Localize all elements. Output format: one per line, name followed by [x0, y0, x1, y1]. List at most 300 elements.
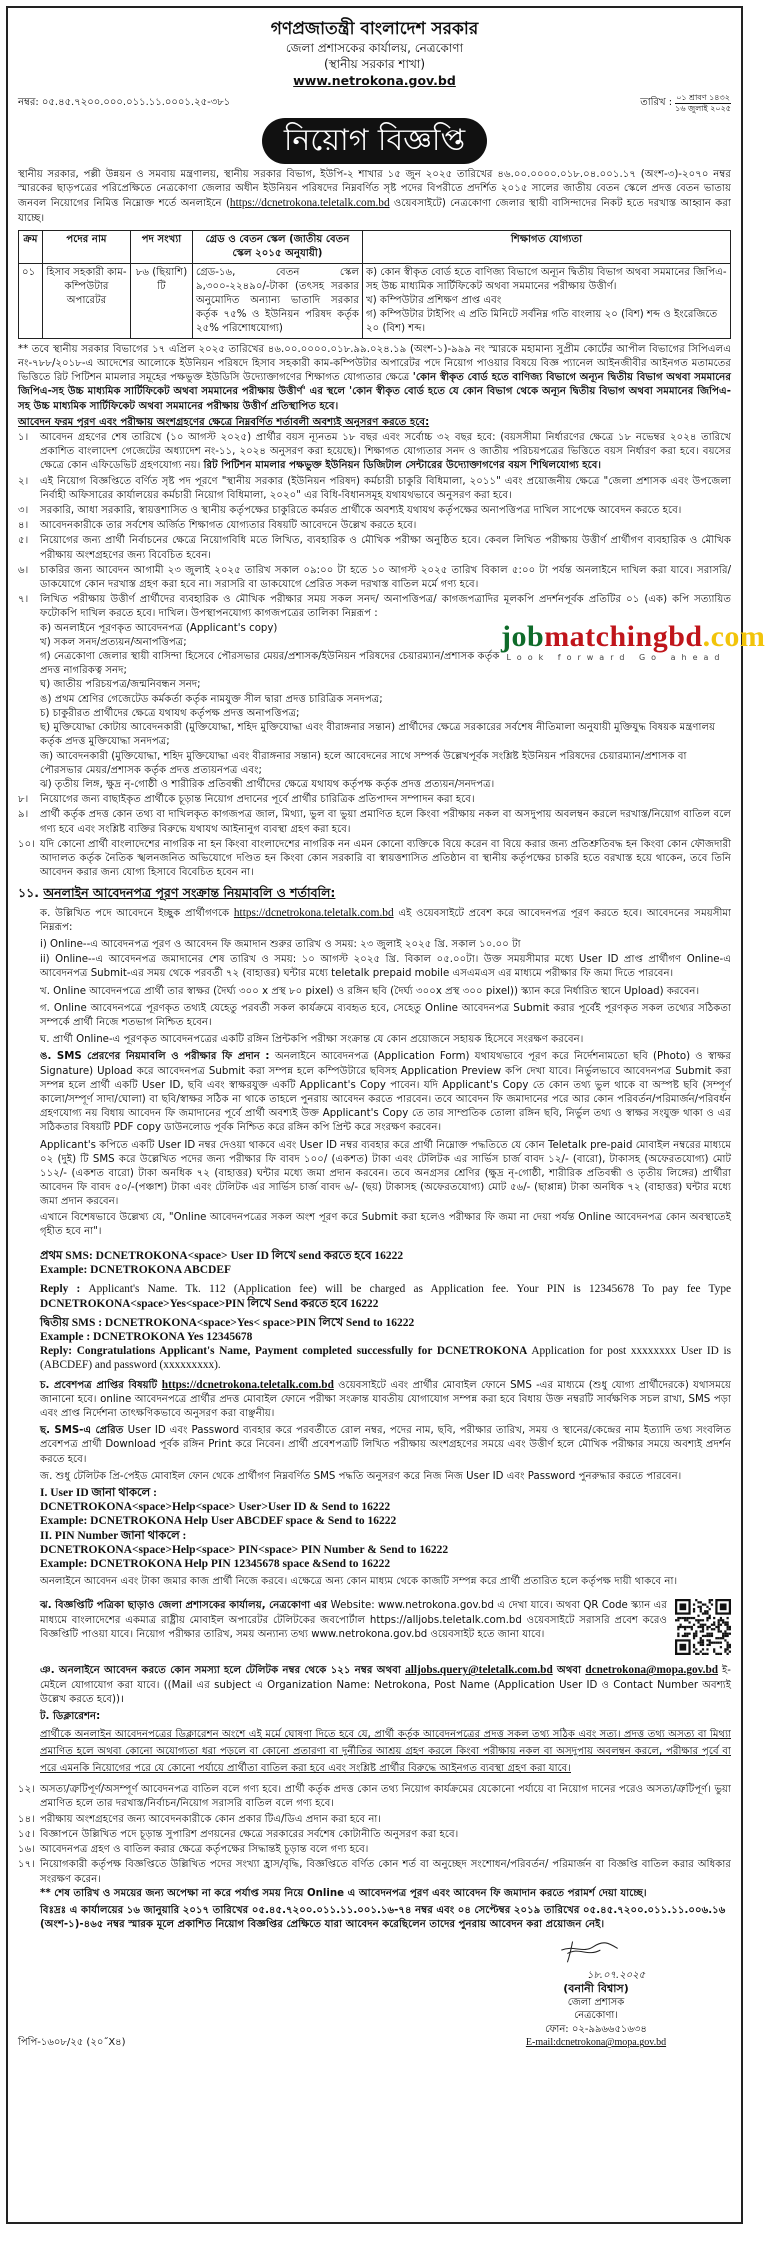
- qr-module: [720, 1620, 722, 1622]
- date: [640, 93, 731, 114]
- qr-module: [718, 1653, 720, 1655]
- qr-module: [706, 1613, 708, 1615]
- note-bold-text: 'কোন স্বীকৃত বোর্ড হতে বাণিজ্য বিভাগে অন্যূন দ্বিতীয় বিভাগ অথবা সমমানের জিপিএ-সহ উচ্চ মাধ্যমিক সার্টিফিকেট অথবা সমমানের পরীক্ষায় উত্তীর্ণ' এর স্থলে 'কোন স্বীকৃত বোর্ড হতে যে কোন বিভাগ থেকে অন্যূন দ্বিতীয় বিভাগ অথবা সমমানের জিপিএ-সহ উচ্চ মাধ্যমিক সার্টিফিকেট অথবা সমমানের পরীক্ষায় উত্তীর্ণ প্রতিস্থাপিত হবে।: [18, 372, 731, 412]
- recovery-line: II. PIN Number জানা থাকলে :: [40, 1529, 187, 1542]
- vacancy-table: [18, 230, 731, 339]
- item-number: ১৫।: [18, 1828, 35, 1840]
- declaration-heading: ট. ডিক্লারেশন:: [40, 1711, 101, 1723]
- signatory-district: নেত্রকোণা।: [574, 2010, 618, 2022]
- print-code: পিপি-১৬০৮/২৫ (২০˝X৪): [18, 2036, 126, 2048]
- item-number: ৬।: [18, 564, 29, 576]
- item-number: ৪।: [18, 520, 29, 532]
- rule-jha: [40, 1599, 667, 1652]
- reply2-text: Application for post xxxxxxxx User ID is (ABCDEF) and password (xxxxxxxxx).: [40, 1345, 731, 1372]
- col-serial: ক্রম: [19, 230, 43, 263]
- signatory-designation: জেলা প্রশাসক: [567, 1996, 625, 2008]
- qr-module: [706, 1617, 708, 1619]
- qr-module: [695, 1620, 697, 1622]
- qr-module: [715, 1653, 717, 1655]
- reply2-bold: Reply: Congratulations Applicant's Name, Payment completed successfully for DCNETROKONA: [40, 1345, 528, 1358]
- item-text: [40, 793, 731, 807]
- qr-module: [706, 1640, 708, 1642]
- wm-part3: .com: [702, 619, 765, 653]
- wm-part2: matchingbd: [544, 619, 703, 653]
- list-item: [18, 1828, 731, 1842]
- col-grade: গ্রেড ও বেতন স্কেল (জাতীয় বেতন স্কেল ২০১৫ অনুযায়ী): [193, 230, 363, 263]
- cell-count: ৮৬ (ছিয়াশি) টি: [131, 263, 193, 338]
- item-text: [40, 431, 731, 474]
- qr-module: [713, 1629, 715, 1631]
- online-section-heading: [18, 886, 731, 900]
- list-item: [18, 1843, 731, 1857]
- qr-module: [727, 1629, 729, 1631]
- signature-icon: [551, 1938, 641, 1964]
- item-body: লিখিত পরীক্ষায় উত্তীর্ণ প্রার্থীদের ব্যবহারিক ও মৌখিক পরীক্ষার সময় সকল সনদ/ অনাপত্তিপত্র/ কাগজপত্রাদির মূলকপি প্রদর্শনপূর্বক প্রতিটির ০১ (এক) কপি সত্যায়িত ফটোকপি দাখিল করতে হবে। দাখিল। উপস্থাপনযোগ্য কাগজপত্রের তালিকা নিম্নরূপ :: [40, 594, 731, 620]
- qr-module: [688, 1617, 690, 1619]
- document-item: ক) অনলাইনে পূরণকৃত আবেদনপত্র (Applicant's copy): [40, 622, 278, 634]
- sms-first-reply: [40, 1282, 731, 1310]
- item-body: আবেদনকারীকে তার সর্বশেষ অর্জিত শিক্ষাগত যোগ্যতার বিষয়টি আবেদনে উল্লেখ করতে হবে।: [40, 520, 417, 532]
- qr-module: [706, 1633, 708, 1635]
- item-number: ২।: [18, 475, 29, 487]
- qr-module: [711, 1599, 713, 1601]
- rule-ka-link[interactable]: https://dcnetrokona.teletalk.com.bd: [233, 906, 394, 919]
- list-item: [18, 564, 731, 592]
- qr-module: [688, 1622, 690, 1624]
- item-body: এই নিয়োগ বিজ্ঞপ্তিতে বর্ণিত সৃষ্ট পদ পূরণে "স্থানীয় সরকার (ইউনিয়ন পরিষদ) কর্মচারী চাকুরি বিধিমালা, ২০১১" এবং প্রয়োজনীয় ক্ষেত্রে "জেলা প্রশাসক এবং উপজেলা নির্বাহী অফিসারের কার্যালয়ের কর্মচারী নিয়োগ বিধিমালা, ২০২০" এর বিধি-বিধানসমূহ যথাযথভাবে অনুসরণ করা হবে।: [40, 475, 731, 501]
- qr-module: [727, 1617, 729, 1619]
- qr-module: [711, 1624, 713, 1626]
- qr-module: [713, 1624, 715, 1626]
- qr-module: [715, 1638, 717, 1640]
- item-body: নিয়োগের জন্য বাছাইকৃত প্রার্থীকে চূড়ান্ত নিয়োগ প্রদানের পূর্বে প্রার্থীর চারিত্রিক প্রতিপাদন সম্পাদন করা হবে।: [40, 794, 475, 806]
- qr-module: [724, 1635, 726, 1637]
- rule-nya: [40, 1663, 731, 1707]
- rule-ka-text-end: এই ওয়েবসাইটে প্রবেশ করে আবেদনপত্র পূরণ করতে হবে। আবেদনের সময়সীমা নিম্নরূপ:: [40, 907, 731, 933]
- qr-code-icon[interactable]: [675, 1599, 731, 1655]
- qr-module: [700, 1638, 702, 1640]
- qr-module: [720, 1624, 722, 1626]
- item-text: [40, 1843, 731, 1857]
- rule-jha-title: ঝ. বিজ্ঞপ্তিটি পত্রিকা ছাড়াও জেলা প্রশাসকের কার্যালয়, নেত্রকোণা এর: [40, 1600, 331, 1612]
- qr-module: [727, 1649, 729, 1651]
- qr-module: [691, 1629, 693, 1631]
- qr-module: [706, 1649, 708, 1651]
- list-item: [18, 793, 731, 807]
- rule-ka-i: i) Online--এ আবেদনপত্র পূরণ ও আবেদন ফি জমাদান শুরুর তারিখ ও সময়: ২৩ জুলাই ২০২৫ খ্রি. সকাল ১০.০০ টা: [40, 938, 521, 950]
- qr-module: [702, 1624, 704, 1626]
- rule-ka-text: ক. উল্লিখিত পদে আবেদনে ইচ্ছুক প্রার্থীগণকে: [40, 907, 234, 919]
- document-item: গ) নেত্রকোণা জেলার স্থায়ী বাসিন্দা হিসেবে পৌরসভার মেয়র/প্রশাসক/ইউনিয়ন পরিষদের চেয়ারম্যান/প্রশাসক কর্তৃক প্রদত্ত নাগরিকত্ব সনদ;: [40, 651, 500, 677]
- qr-module: [700, 1651, 702, 1653]
- qr-module: [693, 1638, 695, 1640]
- qr-module: [729, 1626, 731, 1628]
- item-text: [40, 1783, 731, 1811]
- qr-module: [724, 1622, 726, 1624]
- qr-module: [693, 1604, 695, 1606]
- self-responsibility-note: অনলাইনে আবেদন এবং টাকা জমার কাজ প্রার্থী নিজে করবে। এক্ষেত্রে অন্য কোন মাধ্যম থেকে কাজটি সম্পন্ন করে প্রার্থী প্রতারিত হলে কর্তৃপক্ষ দায়ী থাকবে না।: [40, 1576, 678, 1588]
- qr-module: [686, 1633, 688, 1635]
- note-text: ** তবে স্থানীয় সরকার বিভাগের ১৭ এপ্রিল ২০২৫ তারিখের ৪৬.০০.০০০০.০১৮.৯৯.০২৪.১৯ (অংশ-১)-৯৯৯ নং স্মারকে মহামান্য সুপ্রীম কোর্টের আপীল বিভাগের সিপিএলএ নং-৭৮৮/২০১৮-এ আদেশের আলোকে ইউনিয়ন পরিষদে হিসাব সহকারী কাম-কম্পিউটার অপারেটর পদে নিয়োগ পাওয়ার বিষয়ে বিজ্ঞ প্যানেল আইনজীবীর আইনগত মতামতের ভিত্তিতে রিট পিটিশন মামলার সমূহের পক্ষভুক্ত ইউডিসি উদ্যোক্তাগণের শিক্ষাগত যোগ্যতার ক্ষেত্রে: [18, 343, 731, 384]
- qr-module: [709, 1640, 711, 1642]
- branch-name: (স্থানীয় সরকার শাখা): [323, 57, 426, 71]
- item-text: [40, 1813, 731, 1827]
- qr-module: [686, 1620, 688, 1622]
- qr-module: [727, 1653, 729, 1655]
- item-bold: রিট পিটিশন মামলার পক্ষভুক্ত ইউনিয়ন ডিজিটাল সেন্টারের উদ্যোক্তাগণের বয়স শিথিলযোগ্য হবে।: [203, 460, 602, 472]
- qr-module: [724, 1624, 726, 1626]
- qr-module: [722, 1633, 724, 1635]
- qr-module: [702, 1640, 704, 1642]
- website-link[interactable]: www.netrokona.gov.bd: [293, 73, 456, 88]
- qr-module: [702, 1620, 704, 1622]
- item-body: নিয়োগকারী কর্তৃপক্ষ বিজ্ঞপ্তিতে উল্লিখিত পদের সংখ্যা হ্রাস/বৃদ্ধি, বিজ্ঞপ্তিতে বর্ণিত কোন শর্ত বা অনুচ্ছেদ সংশোধন/পরিবর্তন/ পরিমার্জন বা বিজ্ঞপ্তি বাতিল করার অধিকার সংরক্ষণ করেন।: [40, 1859, 731, 1885]
- item-body: অসত্য/ত্রুটিপূর্ণ/অসম্পূর্ণ আবেদনপত্র বাতিল বলে গণ্য হবে। প্রার্থী কর্তৃক প্রদত্ত কোন তথ্য নিয়োগ কার্যক্রমের যেকোনো পর্যায়ে বা নিয়োগ দানের পরেও অসত্য/ত্রুটিপূর্ণ। ভুয়া প্রমাণিত হলে তার দরখাস্ত/নির্বাচন/নিয়োগ সরাসরি বাতিল বলে গণ্য হবে।: [40, 1784, 731, 1810]
- qualification-a: ক) কোন স্বীকৃত বোর্ড হতে বাণিজ্য বিভাগে অন্যূন দ্বিতীয় বিভাগ অথবা সমমানের জিপিএ-সহ উচ্চ মাধ্যমিক সার্টিফিকেট অথবা সমমানের পরীক্ষায় উত্তীর্ণ।: [366, 266, 727, 292]
- qr-module: [711, 1629, 713, 1631]
- table-row: [19, 263, 731, 338]
- qr-module: [686, 1617, 688, 1619]
- special-note: [18, 343, 731, 414]
- qr-module: [700, 1642, 702, 1644]
- item-body: প্রার্থী কর্তৃক প্রদত্ত কোন তথ্য বা দাখিলকৃত কাগজপত্র জাল, মিথ্যা, ভুল বা ভুয়া প্রমাণিত হলে কিংবা পরীক্ষায় নকল বা অসদুপায় অবলম্বন করলে দরখাস্ত/নিয়োগ বাতিল বলে গণ্য হবে এবং সংশ্লিষ্ট ব্যক্তির বিরুদ্ধে যথাযথ আইনানুগ ব্যবস্থা গ্রহণ করা হবে।: [40, 809, 731, 835]
- qr-module: [693, 1624, 695, 1626]
- qr-module: [702, 1644, 704, 1646]
- item-number: ১।: [18, 432, 29, 444]
- rule-cha-text: ওয়েবসাইটে এবং প্রার্থীর মোবাইল ফোনে SMS -এর মাধ্যমে (শুধু যোগ্য প্রার্থীদেরকে) যথাসময়ে জানানো হবে। online আবেদনপত্রে প্রার্থীর প্রদত্ত মোবাইল ফোনে পরীক্ষা সংক্রান্ত যাবতীয় যোগাযোগ সম্পন্ন করা হবে বিধায় উক্ত নম্বরটি সার্বক্ষণিক সচল রাখা, SMS পড়া এবং প্রাপ্ত নির্দেশনা তাৎক্ষণিকভাবে অনুসরণ করা বাঞ্ছনীয়।: [40, 1379, 732, 1420]
- item-number: ৩।: [18, 505, 29, 517]
- list-item: [18, 1813, 731, 1827]
- qr-module: [718, 1620, 720, 1622]
- cell-qualification: [363, 263, 731, 338]
- qr-module: [718, 1622, 720, 1624]
- qr-module: [677, 1620, 679, 1622]
- recovery-line: Example: DCNETROKONA Help User ABCDEF space & Send to 16222: [40, 1515, 397, 1528]
- qr-module: [711, 1633, 713, 1635]
- qr-module: [686, 1626, 688, 1628]
- rule-ga: গ. Online আবেদনপত্রে পূরণকৃত তথ্যই যেহেতু পরবর্তী সকল কার্যক্রমে ব্যবহৃত হবে, সেহেতু Online আবেদনপত্র Submit করার পূর্বেই পূরণকৃত সকল তথ্যের সঠিকতা সম্পর্কে প্রার্থী নিজে শতভাগ নিশ্চিত হবেন।: [40, 1002, 731, 1028]
- final-conditions-list: [18, 1783, 731, 1886]
- qr-module: [704, 1613, 706, 1615]
- conditions-list-continued: [18, 793, 731, 880]
- sms-first: প্রথম SMS: DCNETROKONA<space> User ID লিখে send করতে হবে 16222: [40, 1250, 404, 1262]
- item-body: আবেদনপত্র গ্রহণ ও বাতিল করার ক্ষেত্রে কর্তৃপক্ষের সিদ্ধান্তই চূড়ান্ত বলে গণ্য হবে।: [40, 1844, 369, 1856]
- qr-module: [722, 1635, 724, 1637]
- qr-module: [704, 1611, 706, 1613]
- rule-nya-text: ই-মেইলে যোগাযোগ করা যাবে। ((Mail এর subject এ Organization Name: Netrokona, Post Name (Application User ID ও Contact Number অবশ্যই উল্লেখ করতে হবে))।: [40, 1665, 731, 1705]
- item-number: ৯।: [18, 809, 29, 821]
- sms-second-reply: [40, 1344, 731, 1372]
- qr-module: [691, 1617, 693, 1619]
- item-text: [40, 534, 731, 562]
- rule-ka-ii: ii) Online--এ আবেদনপত্র জমাদানের শেষ তারিখ ও সময়: ১০ আগস্ট ২০২৫ খ্রি. বিকাল ০৫.০০টা। উক্ত সময়সীমার মধ্যে User ID প্রাপ্ত প্রার্থীগণ Online-এ আবেদনপত্র Submit-এর সময় থেকে পরবর্তী ৭২ (বাহাত্তর) ঘন্টার মধ্যে teletalk prepaid mobile এসএমএস এর মাধ্যমে পরীক্ষার ফি জমা দিতে পারবেন।: [40, 954, 731, 980]
- recovery-line: Example: DCNETROKONA Help PIN 12345678 space &Send to 16222: [40, 1558, 391, 1571]
- qr-module: [677, 1629, 679, 1631]
- qr-module: [709, 1642, 711, 1644]
- documents-list: [18, 619, 765, 792]
- closing-notes: [18, 1887, 731, 1933]
- qr-module: [729, 1651, 731, 1653]
- rule-kha: খ. Online আবেদনপত্রে প্রার্থী তার স্বাক্ষর (দৈর্ঘ্য ৩০০ x প্রস্থ ৮০ pixel) ও রঙ্গিন ছবি (দৈর্ঘ্য ৩০০x প্রস্থ ৩০০ pixel)) স্ক্যান করে নির্ধারিত স্থানে Upload) করবেন।: [40, 985, 700, 997]
- document-item: খ) সকল সনদ/প্রত্যয়ন/অনাপত্তিপত্র;: [40, 636, 187, 648]
- qr-module: [706, 1635, 708, 1637]
- intro-text: স্থানীয় সরকার, পল্লী উন্নয়ন ও সমবায় মন্ত্রণালয়, স্থানীয় সরকার বিভাগ, ইউপি-২ শাখার ১৫ জুন ২০২৫ তারিখের ৪৬.০০.০০০০.০১৮.০৪.০০১.১৭ (অংশ-৩)-২০৭০ নম্বর স্মারকের ছাড়পত্রের পরিপ্রেক্ষিতে নেত্রকোণা জেলার অধীন ইউনিয়ন পরিষদের নিম্নবর্ণিত সৃষ্ট পদের বিপরীতে প্রদর্শিত ২০১৫ সালের জাতীয় বেতন স্কেলে প্রদত্ত বেতন ভাতায় জনবল নিয়োগের নিমিত্ত নিম্নোক্ত শর্তে অনলাইনে (: [18, 169, 731, 210]
- qr-module: [724, 1649, 726, 1651]
- qr-module: [682, 1635, 684, 1637]
- qr-module: [711, 1642, 713, 1644]
- qr-module: [706, 1626, 708, 1628]
- recovery-line: DCNETROKONA<space>Help<space> User>User ID & Send to 16222: [40, 1501, 391, 1514]
- item-text: [40, 519, 731, 533]
- qr-module: [695, 1653, 697, 1655]
- sms-first-example: Example: DCNETROKONA ABCDEF: [40, 1264, 232, 1277]
- qr-module: [713, 1622, 715, 1624]
- qr-module: [713, 1617, 715, 1619]
- recovery-line: I. User ID জানা থাকলে :: [40, 1487, 157, 1500]
- rule-cha-title: চ. প্রবেশপত্র প্রাপ্তির বিষয়টি: [40, 1379, 162, 1391]
- qualification-c: গ) কম্পিউটার টাইপিং এ প্রতি মিনিটে সর্বনিম্ন গতি বাংলায় ২০ (বিশ) শব্দ ও ইংরেজিতে ২০ (বিশ) শব্দ।: [366, 308, 718, 334]
- item-number: ১৭।: [18, 1859, 35, 1871]
- memo-number: নম্বর: ০৫.৪৫.৭২০০.০০০.০১১.১১.০০০১.২৫-৩৮১: [18, 97, 231, 109]
- qr-module: [720, 1631, 722, 1633]
- qr-module: [684, 1629, 686, 1631]
- qr-module: [720, 1642, 722, 1644]
- date-label: তারিখ :: [640, 97, 673, 109]
- rule-chha-text: User ID এবং Password ব্যবহার করে পরবর্তীতে রোল নম্বর, পদের নাম, ছবি, পরীক্ষার তারিখ, সময় ও স্থানের/কেন্দ্রের নাম ইত্যাদি তথ্য সংবলিত প্রবেশপত্র প্রার্থী Download পূর্বক রঙ্গিন Print করে নিবেন। প্রার্থী প্রবেশপত্রটি লিখিত পরীক্ষায় অংশগ্রহণের সময়ে এবং উত্তীর্ণ হলে মৌখিক পরীক্ষার সময়ে অবশ্যই প্রদর্শন করতে হবে।: [40, 1425, 732, 1465]
- item-text: [40, 504, 731, 518]
- document-item: ঘ) জাতীয় পরিচয়পত্র/জন্মনিবন্ধন সনদ;: [40, 679, 201, 691]
- rule-gha: ঘ. প্রার্থী Online-এ পূরণকৃত আবেদনপত্রের একটি রঙ্গিন প্রিন্টকপি পরীক্ষা সংক্রান্ত যে কোন প্রয়োজনে সহায়ক হিসেবে সংরক্ষণ করবেন।: [40, 1034, 584, 1046]
- rule-uma-title: ঙ. SMS প্রেরণের নিয়মাবলি ও পরীক্ষার ফি প্রদান :: [40, 1051, 275, 1063]
- sms-second: দ্বিতীয় SMS : DCNETROKONA<space>Yes< space>PIN লিখে Send to 16222: [40, 1316, 415, 1329]
- application-site-link[interactable]: https://dcnetrokona.teletalk.com.bd: [229, 197, 390, 210]
- qr-module: [729, 1644, 731, 1646]
- qr-module: [693, 1651, 695, 1653]
- qr-module: [684, 1620, 686, 1622]
- qr-module: [702, 1631, 704, 1633]
- cell-serial: ০১: [19, 263, 43, 338]
- qr-module: [724, 1631, 726, 1633]
- qr-module: [688, 1633, 690, 1635]
- col-count: পদ সংখ্যা: [131, 230, 193, 263]
- footer-row: [18, 1938, 731, 2050]
- qr-module: [702, 1635, 704, 1637]
- document-item: ঝ) তৃতীয় লিঙ্গ, ক্ষুদ্র নৃ-গোষ্ঠী ও শারীরিক প্রতিবন্ধী প্রার্থীদের ক্ষেত্রে যথাযথ কর্তৃপক্ষ কর্তৃক প্রদত্ত প্রত্যয়ন/সনদপত্র।: [40, 778, 495, 790]
- website-qr-row: [40, 1599, 731, 1655]
- item-number: ৫।: [18, 535, 29, 547]
- teletalk-email-link[interactable]: alljobs.query@teletalk.com.bd: [405, 1664, 553, 1677]
- qr-module: [729, 1633, 731, 1635]
- item-body: বিজ্ঞাপনে উল্লিখিত পদে চূড়ান্ত সুপারিশ প্রণয়নের ক্ষেত্রে সরকারের সর্বশেষ কোটানীতি অনুসরণ করা হবে।: [40, 1828, 459, 1840]
- qr-module: [722, 1622, 724, 1624]
- qr-module: [727, 1626, 729, 1628]
- qr-module: [700, 1606, 702, 1608]
- cell-grade: গ্রেড-১৬, বেতন স্কেল ৯,৩০০-২২৪৯০/-টাকা (তৎসহ সরকার অনুমোদিত অন্যান্য ভাতাদি সরকার কর্তৃক ৭৫% ও ইউনিয়ন পরিষদ কর্তৃক ২৫% পরিশোধযোগ্য): [193, 263, 363, 338]
- qr-module: [684, 1635, 686, 1637]
- qr-module: [709, 1599, 711, 1601]
- fee-paragraph: Applicant's কপিতে একটি User ID নম্বর দেওয়া থাকবে এবং User ID নম্বর ব্যবহার করে প্রার্থী নিম্নোক্ত পদ্ধতিতে যে কোন Teletalk pre-paid মোবাইল নম্বরের মাধ্যমে ০২ (দুই) টি SMS করে উল্লেখিত পদের জন্য পরীক্ষার ফি বাবদ ১০০/ (একশত) টাকা এবং টেলিটক এর সার্ভিস চার্জ বাবদ ১২/- (বারো), টাকাসহ (অফেরতযোগ্য) মোট ১১২/- (একশত বারো) টাকা অনধিক ৭২ (বাহাত্তর) ঘন্টার মধ্যে জমা প্রদান করবেন। তবে অনগ্রসর শ্রেণির (ক্ষুদ্র নৃ-গোষ্ঠী, শারীরিক প্রতিবন্ধী ও তৃতীয় লিঙ্গের) প্রার্থীরা আবেদন ফি বাবদ ৫০/-(পঞ্চাশ) টাকা এবং টেলিটক এর সার্ভিস চার্জ বাবদ ৬/- (ছয়) টাকাসহ (অফেরতযোগ্য) মোট ৫৬/- (ছাপ্পান্ন) টাকা অনধিক ৭২ (বাহাত্তর) ঘন্টার মধ্যে জমা প্রদান করবেন।: [40, 1139, 731, 1208]
- qr-module: [693, 1635, 695, 1637]
- qr-module: [706, 1644, 708, 1646]
- qr-module: [702, 1629, 704, 1631]
- item-text: [40, 475, 731, 503]
- reply-label: Reply :: [40, 1283, 89, 1296]
- rule-uma: [40, 1050, 731, 1135]
- list-item: [18, 1858, 731, 1886]
- qr-module: [706, 1620, 708, 1622]
- qr-module: [693, 1608, 695, 1610]
- qr-module: [697, 1626, 699, 1628]
- qr-module: [715, 1626, 717, 1628]
- rule-ja: জ. শুধু টেলিটক প্রি-পেইড মোবাইল ফোন থেকে প্রার্থীগণ নিম্নবর্ণিত SMS পদ্ধতি অনুসরণ করে নিজ নিজ User ID এবং Password পুনরুদ্ধার করতে পারবেন।: [40, 1470, 682, 1482]
- item-body: সরকারি, আধা সরকারি, স্বায়ত্তশাসিত ও স্থানীয় কর্তৃপক্ষের চাকুরিতে কর্মরত প্রার্থীকে অবশ্যই যথাযথ কর্তৃপক্ষের অনাপত্তিপত্র দাখিল সাপেক্ষে আবেদন করতে হবে।: [40, 505, 682, 517]
- qr-module: [729, 1647, 731, 1649]
- qr-module: [720, 1604, 727, 1611]
- qr-module: [724, 1633, 726, 1635]
- item-text: [40, 1858, 731, 1886]
- rule-chha: [40, 1424, 731, 1467]
- signature-block: [511, 1938, 681, 2050]
- date-english: ১৬ জুলাই ২০২৫: [675, 104, 731, 113]
- signature-date: ১৮.০৭.২০২৫: [586, 1969, 646, 1981]
- qr-module: [711, 1604, 713, 1606]
- qr-module: [700, 1608, 702, 1610]
- item-number: ১০।: [18, 838, 35, 850]
- qr-module: [727, 1642, 729, 1644]
- qr-module: [697, 1642, 699, 1644]
- qr-module: [691, 1626, 693, 1628]
- qr-module: [702, 1653, 704, 1655]
- item-text: [40, 564, 731, 592]
- qr-module: [713, 1642, 715, 1644]
- qr-module: [722, 1620, 724, 1622]
- qr-module: [700, 1626, 702, 1628]
- qr-module: [700, 1640, 702, 1642]
- qr-module: [697, 1602, 699, 1604]
- qr-module: [702, 1613, 704, 1615]
- qr-module: [709, 1608, 711, 1610]
- qr-module: [700, 1624, 702, 1626]
- section-title: অনলাইন আবেদনপত্র পূরণ সংক্রান্ত নিয়মাবলি ও শর্তাবলি:: [43, 885, 336, 901]
- memo-row: [18, 93, 731, 114]
- list-item: [18, 534, 731, 562]
- qr-module: [713, 1649, 715, 1651]
- qr-module: [697, 1620, 699, 1622]
- qr-module: [684, 1617, 686, 1619]
- qr-module: [677, 1617, 679, 1619]
- col-qualification: শিক্ষাগত যোগ্যতা: [363, 230, 731, 263]
- rule-cha-link[interactable]: https://dcnetrokona.teletalk.com.bd: [161, 1378, 334, 1391]
- qr-module: [727, 1644, 729, 1646]
- qr-module: [684, 1626, 686, 1628]
- qr-module: [704, 1635, 706, 1637]
- signatory-email[interactable]: E-mail:dcnetrokona@mopa.gov.bd: [525, 2037, 667, 2049]
- qr-module: [679, 1604, 686, 1611]
- rule-chha-title: ছ. SMS-এ প্রেরিত: [40, 1425, 128, 1437]
- item-body: পরীক্ষায় অংশগ্রহণের জন্য আবেদনকারীকে কোন প্রকার টিএ/ডিএ প্রদান করা হবে না।: [40, 1813, 382, 1825]
- declaration-text: প্রার্থীকে অনলাইন আবেদনপত্রের ডিক্লারেশন অংশে এই মর্মে ঘোষণা দিতে হবে যে, প্রার্থী কর্তৃক আবেদনপত্রের প্রদত্ত সকল তথ্য সঠিক এবং সত্য। প্রদত্ত তথ্য অসত্য বা মিথ্যা প্রমাণিত হলে অথবা কোনো অযোগ্যতা ধরা পড়লে বা কোনো প্রতারণা বা দুর্নীতির আশ্রয় গ্রহণ করলে কিংবা পরীক্ষায় নকল বা অসদুপায় অবলম্বন করলে, পরীক্ষার পূর্বে বা পরে এমনকি নিয়োগের পরে যে কোনো পর্যায়ে প্রার্থীতা বাতিল করা হবে এবং সংশ্লিষ্ট প্রার্থীর বিরুদ্ধে আইনগত ব্যবস্থা গ্রহণ করা যাবে।: [40, 1729, 731, 1775]
- qr-module: [709, 1617, 711, 1619]
- document-item: জ) আবেদনকারী (মুক্তিযোদ্ধা, শহিদ মুক্তিযোদ্ধা এবং বীরাঙ্গনার সন্তান) হলে আবেদনের সাথে সম্পর্ক উল্লেখপূর্বক সংশ্লিষ্ট ইউনিয়ন পরিষদের চেয়ারম্যান/প্রশাসক বা পৌরসভার মেয়র/প্রশাসক কর্তৃক প্রদত্ত প্রত্যয়নপত্র এবং;: [40, 750, 687, 776]
- qr-module: [679, 1644, 686, 1651]
- recovery-instructions: [40, 1486, 731, 1571]
- qr-module: [702, 1626, 704, 1628]
- qr-module: [679, 1617, 681, 1619]
- qr-module: [718, 1638, 720, 1640]
- qr-module: [720, 1653, 722, 1655]
- qr-module: [720, 1617, 722, 1619]
- qr-module: [697, 1622, 699, 1624]
- qr-module: [704, 1604, 706, 1606]
- document-item: চ) চাকুরীরত প্রার্থীদের ক্ষেত্রে যথাযথ কর্তৃপক্ষ প্রদত্ত অনাপত্তিপত্র;: [40, 707, 300, 719]
- qr-module: [686, 1635, 688, 1637]
- qr-module: [718, 1626, 720, 1628]
- item-body: আবেদন গ্রহণের শেষ তারিখে (১০ আগস্ট ২০২৫) প্রার্থীর বয়স ন্যূনতম ১৮ বছর এবং সর্বোচ্চ ৩২ বছর হবে: (বয়সসীমা নির্ধারণের ক্ষেত্রে ১৮ নভেম্বর ২০২৪ তারিখে প্রকাশিত বাংলাদেশ গেজেটের অধ্যাদেশ নং-১১, ২০২৪ অনুসরণ করা হয়েছে)। শিক্ষাগত যোগ্যতার সনদ ও জাতীয় পরিচয়পত্রের ভিত্তিতে বয়স নির্ধারণ করা হবে। বয়সের ক্ষেত্রে কোন এফিডেভিট গ্রহণযোগ্য নয়।: [40, 432, 731, 472]
- qr-module: [697, 1615, 699, 1617]
- list-item: [18, 519, 731, 533]
- or-text: অথবা: [552, 1665, 586, 1677]
- rule-ka: [40, 906, 731, 935]
- recovery-line: DCNETROKONA<space>Help<space> PIN<space> PIN Number & Send to 16222: [40, 1543, 449, 1556]
- intro-text-end: ওয়েবসাইটে) নেত্রকোণা জেলার স্থায়ী বাসিন্দাদের নিকট হতে দরখাস্ত আহ্বান করা যাচ্ছে।: [18, 198, 731, 224]
- qr-module: [695, 1633, 697, 1635]
- list-item: [18, 838, 731, 881]
- reply-bold: DCNETROKONA<space>Yes<space>PIN লিখে Send করতে হবে 16222: [40, 1297, 379, 1310]
- qr-module: [695, 1599, 697, 1601]
- item-number: ১২।: [18, 1784, 35, 1796]
- intro-paragraph: [18, 168, 731, 226]
- letterhead: [18, 18, 731, 89]
- list-item: [18, 808, 731, 836]
- qr-module: [718, 1642, 720, 1644]
- qr-module: [704, 1653, 706, 1655]
- qr-module: [700, 1602, 702, 1604]
- qr-module: [677, 1635, 679, 1637]
- qr-module: [684, 1633, 686, 1635]
- qr-module: [727, 1624, 729, 1626]
- qr-module: [711, 1635, 713, 1637]
- qr-module: [715, 1642, 717, 1644]
- qr-module: [727, 1622, 729, 1624]
- qr-module: [693, 1617, 695, 1619]
- qr-module: [675, 1620, 677, 1622]
- conditions-heading: আবেদন ফরম পূরণ এবং পরীক্ষায় অংশগ্রহণের ক্ষেত্রে নিম্নবর্ণিত শর্তাবলী অবশ্যই অনুসরণ করতে হবে:: [18, 416, 430, 428]
- list-item: [18, 1783, 731, 1811]
- advice-note: ** শেষ তারিখ ও সময়ের জন্য অপেক্ষা না করে পর্যাপ্ত সময় নিয়ে Online এ আবেদনপত্র পূরণ এবং আবেদন ফি জমাদান করতে পরামর্শ দেয়া যাচ্ছে।: [40, 1887, 647, 1899]
- qr-module: [709, 1626, 711, 1628]
- qr-module: [695, 1631, 697, 1633]
- document-item: ছ) মুক্তিযোদ্ধা কোটায় আবেদনকারী (মুক্তিযোদ্ধা, শহিদ মুক্তিযোদ্ধা এবং বীরাঙ্গনার সন্তান) প্রার্থীদের ক্ষেত্রে সরকারের সর্বশেষ নীতিমালা অনুযায়ী মুক্তিযুদ্ধ বিষয়ক মন্ত্রণালয় কর্তৃক প্রদত্ত মুক্তিযোদ্ধা সনদপত্র;: [40, 722, 716, 748]
- qr-module: [702, 1604, 704, 1606]
- qr-module: [693, 1633, 695, 1635]
- item-number: ৮।: [18, 794, 29, 806]
- qr-module: [718, 1629, 720, 1631]
- qr-module: [718, 1624, 720, 1626]
- cell-post: হিসাব সহকারী কাম-কম্পিউটার অপারেটর: [43, 263, 131, 338]
- qr-module: [700, 1620, 702, 1622]
- office-name: জেলা প্রশাসকের কার্যালয়, নেত্রকোণা: [285, 41, 464, 55]
- qr-module: [697, 1653, 699, 1655]
- qr-module: [727, 1633, 729, 1635]
- notice-title: নিয়োগ বিজ্ঞপ্তি: [262, 118, 487, 164]
- rule-jha-text: Website: www.netrokona.gov.bd এ দেখা যাবে। অথবা QR Code স্ক্যান এর মাধ্যমে বাংলাদেশের একমাত্র রাষ্ট্রীয় মোবাইল অপারেটর টেলিটকের জবপোর্টাল https://alljobs.teletalk.com.bd ওয়েবসাইটে সরাসরি প্রবেশ করেও বিজ্ঞপ্তিটি পাওয়া যাবে। নিয়োগ পরীক্ষার তারিখ, সময় অন্যান্য তথ্য www.netrokona.gov.bd ওয়েবসাইট হতে জানা যাবে।: [40, 1600, 667, 1640]
- qr-module: [724, 1640, 726, 1642]
- online-rules: [18, 906, 731, 1778]
- qr-module: [702, 1649, 704, 1651]
- dc-email-link[interactable]: dcnetrokona@mopa.gov.bd: [585, 1664, 719, 1677]
- document-item: ঙ) প্রথম শ্রেণির গেজেটেড কর্মকর্তা কর্তৃক নামযুক্ত সীল দ্বারা প্রদত্ত চারিত্রিক সনদপত্র;: [40, 693, 383, 705]
- qr-module: [677, 1633, 679, 1635]
